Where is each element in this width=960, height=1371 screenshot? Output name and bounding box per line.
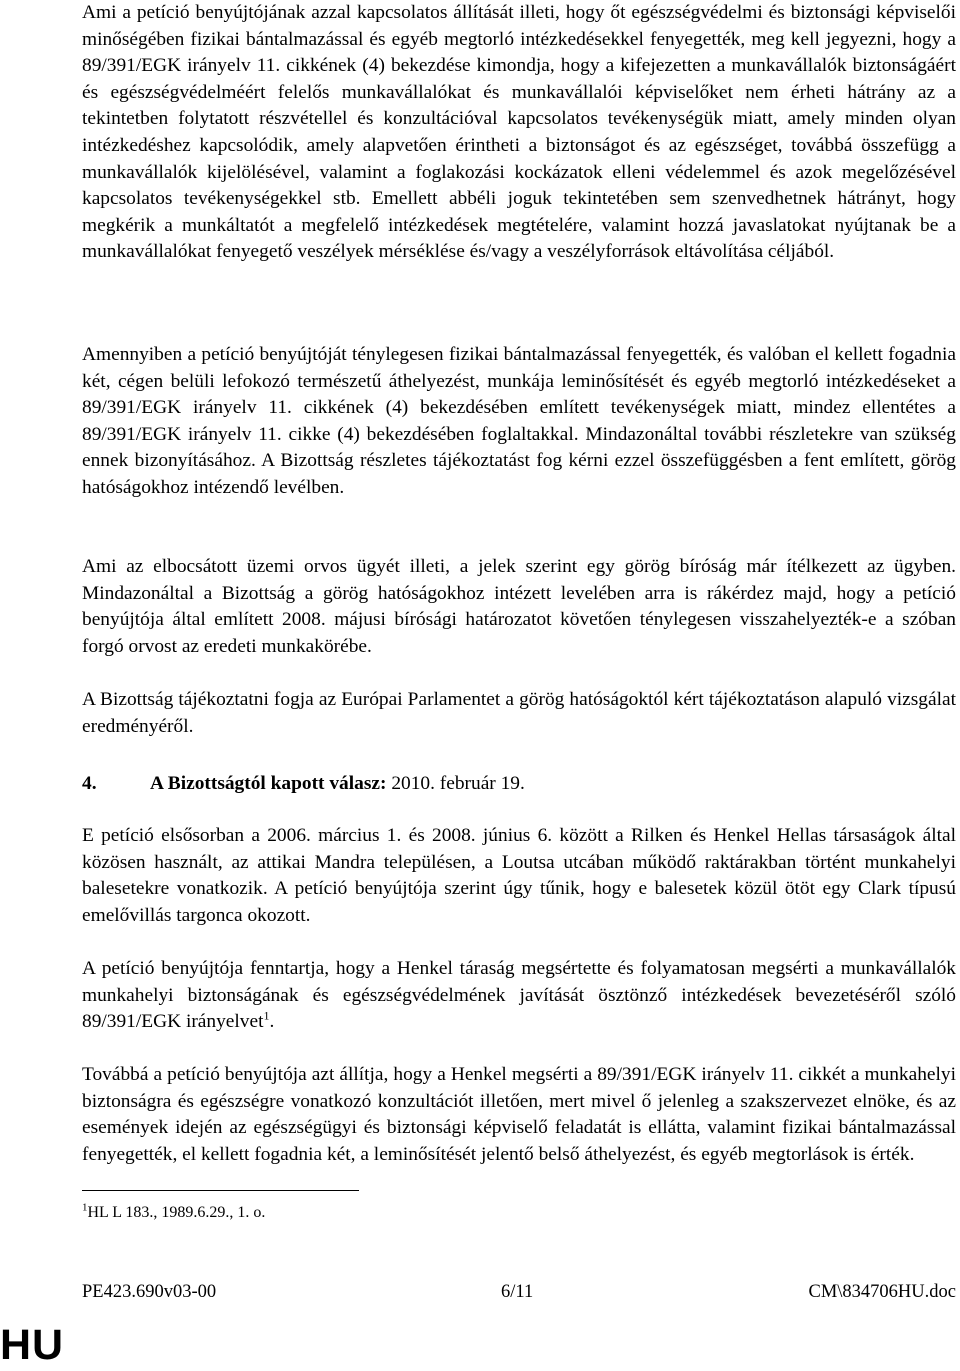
paragraph-consultation-claim: Továbbá a petíció benyújtója azt állítja, hogy a Henkel megsérti a 89/391/EGK irányelv 11. cikkét a munkahelyi biztonságra és egészségre vonatkozó konzultációt illetően, mert mivel ő jelenleg a szakszervezet elnöke, és az események idején az egészségügyi és biztonsági képviselő feladatát is ellátta, valamint fizikai bántalmazással fenyegették, el kellett fogadnia két, a leminősítését jelentő belső áthelyezést, és egyéb megtorlások is érték.: [82, 1064, 956, 1165]
footnote-reference[interactable]: 1: [263, 1008, 270, 1023]
language-code: HU: [0, 1321, 65, 1369]
footnote-text: HL L 183., 1989.6.29., 1. o.: [87, 1204, 266, 1221]
file-name: CM\834706HU.doc: [808, 1282, 956, 1302]
paragraph-henkel-violation-text: A petíció benyújtója fenntartja, hogy a Henkel táraság megsértette és folyamatosan megsérti a munkavállalók munkahelyi biztonságának és egészségvédelmének javítását ösztönző intézkedések bevezetéséről szóló 89/391/EGK irányelvet: [82, 958, 956, 1033]
paragraph-end-punctuation: .: [269, 1011, 275, 1033]
paragraph-retaliation-assessment: Amennyiben a petíció benyújtóját ténylegesen fizikai bántalmazással fenyegették, és valóban el kellett fogadnia két, cégen belüli lefokozó természetű áthelyezést, munkája leminősítését és egyéb megtorló intézkedéseket a 89/391/EGK irányelv 11. cikkének (4) bekezdésében említett tevékenységek miatt, mindez ellentétes a 89/391/EGK irányelv 11. cikke (4) bekezdésében foglaltakkal. Mindazonáltal további részletekre van szükség ennek bizonyításához. A Bizottság részletes tájékoztatást fog kérni ezzel összefüggésben a fent említett, görög hatóságokhoz intézendő levélben.: [82, 344, 956, 498]
section-date: 2010. február 19.: [391, 773, 525, 794]
page-footer: [82, 1280, 956, 1304]
footnote: [82, 1202, 265, 1224]
page-number: 6/11: [501, 1282, 534, 1302]
section-number: 4.: [82, 773, 97, 794]
paragraph-petition-subject: E petíció elsősorban a 2006. március 1. és 2008. június 6. között a Rilken és Henkel Hellas társaságok által közösen használt, az attikai Mandra településen, a Loutsa utcában működő raktárakban történt munkahelyi balesetekre vonatkozik. A petíció benyújtója szerint úgy tűnik, hogy e balesetek közül ötöt egy Clark típusú emelővillás targonca okozott.: [82, 825, 956, 926]
paragraph-representative-threats: Ami a petíció benyújtójának azzal kapcsolatos állítását illeti, hogy őt egészségvédelmi és biztonsági képviselői minőségében fizikai bántalmazással és egyéb megtorló intézkedésekkel fenyegették, meg kell jegyezni, hogy a 89/391/EGK irányelv 11. cikkének (4) bekezdése kimondja, hogy a kifejezetten a munkavállalók biztonságáért és egészségvédelméért felelős munkavállalókat és munkavállalói képviselőket nem érheti hátrány az a tekintetben folytatott részvétellel és konzultációval kapcsolatos tevékenységük miatt, amely minden olyan intézkedéshez kapcsolódik, amely alapvetően érintheti a biztonságot és az egészséget, továbbá összefügg a munkavállalók kijelölésével, valamint a foglakozási kockázatok elleni védelemmel és azok megelőzésével kapcsolatos tevékenységekkel stb. Emellett abbéli joguk tekintetében sem szenvedhetnek hátrányt, hogy megkérik a munkáltatót a megfelelő intézkedések megtételére, valamint hozzá javaslatokat nyújtanak be a munkavállalókat fenyegető veszélyek mérséklése és/vagy a veszélyforrások eltávolítása céljából.: [82, 2, 956, 263]
paragraph-dismissed-doctor: Ami az elbocsátott üzemi orvos ügyét illeti, a jelek szerint egy görög bíróság már ítélkezett az ügyben. Mindazonáltal a Bizottság a görög hatóságokhoz intézett levelében arra is rákérdez majd, hogy a petíció benyújtója által említett 2008. májusi bírósági határozatot követően ténylegesen visszahelyezték-e a szóban forgó orvost az eredeti munkakörébe.: [82, 556, 956, 657]
footnote-mark: 1: [82, 1201, 88, 1214]
section-title: A Bizottságtól kapott válasz:: [150, 773, 387, 794]
footnote-separator: [82, 1190, 359, 1191]
section-heading: [82, 771, 525, 798]
document-reference: PE423.690v03-00: [82, 1282, 217, 1302]
paragraph-commission-will-inform: A Bizottság tájékoztatni fogja az Európai Parlamentet a görög hatóságoktól kért tájékoztatáson alapuló vizsgálat eredményéről.: [82, 689, 956, 737]
paragraph-henkel-violation: [82, 956, 956, 1036]
